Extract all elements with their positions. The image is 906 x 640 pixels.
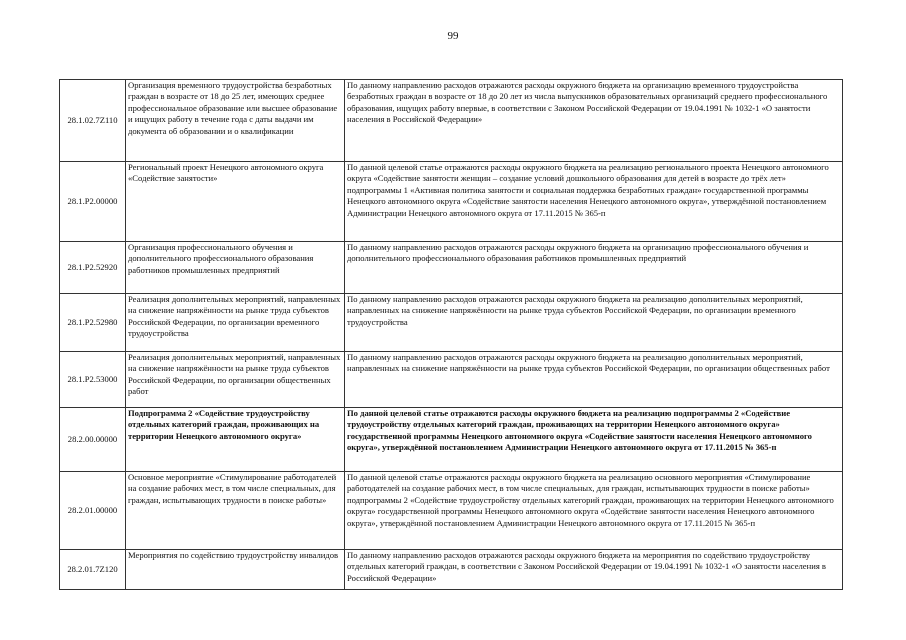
table-row xyxy=(60,242,843,294)
table-row xyxy=(60,162,843,242)
table-body xyxy=(60,80,843,590)
budget-classification-table xyxy=(59,79,843,590)
description-cell: По данной целевой статье отражаются расходы окружного бюджета на реализацию основного мероприятия «Стимулирование работодателей на создание рабочих мест, в том числе специальных, для граждан, испытывающих трудности в поиске работы» подпрограммы 2 «Содействие трудоустройству отдельных категорий граждан, проживающих на территории Ненецкого автономного округа» государственной программы Ненецкого автономного округа «Содействие занятости населения Ненецкого автономного округа», утверждённой постановлением Администрации Ненецкого автономного округа от 17.11.2015 № 365-п xyxy=(345,472,843,550)
name-cell: Региональный проект Ненецкого автономного округа «Содействие занятости» xyxy=(126,162,345,242)
description-cell: По данному направлению расходов отражаются расходы окружного бюджета на организацию временного трудоустройства безработных граждан в возрасте от 18 до 20 лет из числа выпускников образовательных организаций среднего профессионального образования, ищущих работу впервые, в соответствии с Законом Российской Федерации от 19.04.1991 № 1032-1 «О занятости населения в Российской Федерации» xyxy=(345,80,843,162)
table-row xyxy=(60,408,843,472)
code-cell: 28.2.01.00000 xyxy=(60,472,126,550)
table-row xyxy=(60,550,843,590)
table-row xyxy=(60,80,843,162)
name-cell: Подпрограмма 2 «Содействие трудоустройству отдельных категорий граждан, проживающих на территории Ненецкого автономного округа» xyxy=(126,408,345,472)
code-cell: 28.1.02.7Z110 xyxy=(60,80,126,162)
code-cell: 28.1.P2.53000 xyxy=(60,352,126,408)
description-cell: По данному направлению расходов отражаются расходы окружного бюджета на организацию профессионального обучения и дополнительного профессионального образования работников промышленных предприятий xyxy=(345,242,843,294)
table-row xyxy=(60,294,843,352)
name-cell: Реализация дополнительных мероприятий, направленных на снижение напряжённости на рынке труда субъектов Российской Федерации, по организации временного трудоустройства xyxy=(126,294,345,352)
code-cell: 28.1.P2.00000 xyxy=(60,162,126,242)
code-cell: 28.2.01.7Z120 xyxy=(60,550,126,590)
table-row xyxy=(60,352,843,408)
name-cell: Реализация дополнительных мероприятий, направленных на снижение напряжённости на рынке труда субъектов Российской Федерации, по организации общественных работ xyxy=(126,352,345,408)
description-cell: По данному направлению расходов отражаются расходы окружного бюджета на реализацию дополнительных мероприятий, направленных на снижение напряжённости на рынке труда субъектов Российской Федерации, по организации общественных работ xyxy=(345,352,843,408)
description-cell: По данному направлению расходов отражаются расходы окружного бюджета на реализацию дополнительных мероприятий, направленных на снижение напряжённости на рынке труда субъектов Российской Федерации, по организации временного трудоустройства xyxy=(345,294,843,352)
name-cell: Мероприятия по содействию трудоустройству инвалидов xyxy=(126,550,345,590)
code-cell: 28.2.00.00000 xyxy=(60,408,126,472)
name-cell: Организация профессионального обучения и дополнительного профессионального образования работников промышленных предприятий xyxy=(126,242,345,294)
code-cell: 28.1.P2.52980 xyxy=(60,294,126,352)
code-cell: 28.1.P2.52920 xyxy=(60,242,126,294)
description-cell: По данной целевой статье отражаются расходы окружного бюджета на реализацию регионального проекта Ненецкого автономного округа «Содействие занятости женщин – создание условий дошкольного образования для детей в возрасте до трёх лет» подпрограммы 1 «Активная политика занятости и социальная поддержка безработных граждан» государственной программы Ненецкого автономного округа «Содействие занятости населения Ненецкого автономного округа», утверждённой постановлением Администрации Ненецкого автономного округа от 17.11.2015 № 365-п xyxy=(345,162,843,242)
description-cell: По данному направлению расходов отражаются расходы окружного бюджета на мероприятия по содействию трудоустройству отдельных категорий граждан, в соответствии с Законом Российской Федерации от 19.04.1991 № 1032-1 «О занятости населения в Российской Федерации» xyxy=(345,550,843,590)
name-cell: Организация временного трудоустройства безработных граждан в возрасте от 18 до 25 лет, имеющих среднее профессиональное образование или высшее образование и ищущих работу в течение года с даты выдачи им документа об образовании и о квалификации xyxy=(126,80,345,162)
description-cell: По данной целевой статье отражаются расходы окружного бюджета на реализацию подпрограммы 2 «Содействие трудоустройству отдельных категорий граждан, проживающих на территории Ненецкого автономного округа» государственной программы Ненецкого автономного округа «Содействие занятости населения Ненецкого автономного округа», утверждённой постановлением Администрации Ненецкого автономного округа от 17.11.2015 № 365-п xyxy=(345,408,843,472)
name-cell: Основное мероприятие «Стимулирование работодателей на создание рабочих мест, в том числе специальных, для граждан, испытывающих трудности в поиске работы» xyxy=(126,472,345,550)
table-row xyxy=(60,472,843,550)
page-number: 99 xyxy=(447,30,459,42)
